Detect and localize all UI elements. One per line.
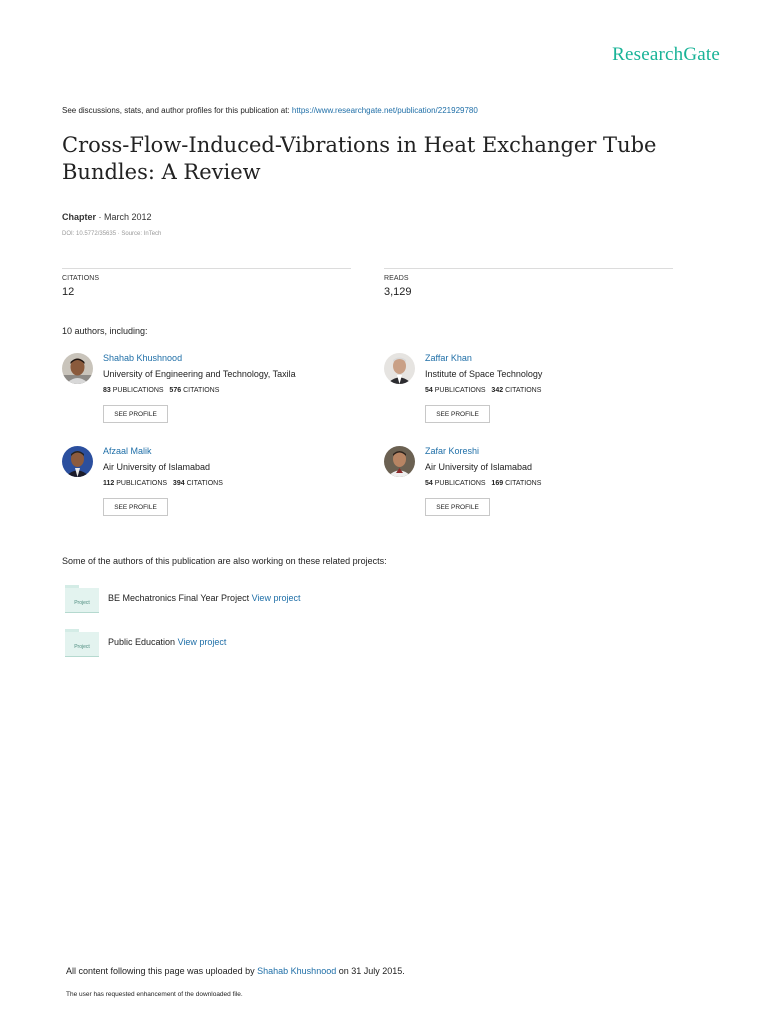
upload-prefix: All content following this page was uploaded by <box>66 966 255 976</box>
see-profile-button[interactable]: SEE PROFILE <box>103 405 168 423</box>
project-folder-icon <box>65 585 100 613</box>
author-avatar[interactable] <box>62 446 93 477</box>
project-title: Public Education <box>108 637 176 647</box>
publications-label: PUBLICATIONS <box>116 480 168 487</box>
author-citations-count: 342 <box>491 387 504 394</box>
project-folder-icon <box>65 629 100 657</box>
author-stats <box>103 480 223 487</box>
citations-stat <box>62 268 351 298</box>
publication-type: Chapter <box>62 212 97 222</box>
upload-suffix: on 31 July 2015. <box>338 966 405 976</box>
author-publications-count: 54 <box>425 480 433 487</box>
publication-date: · March 2012 <box>98 212 152 222</box>
publications-label: PUBLICATIONS <box>112 387 164 394</box>
project-title-line <box>108 593 300 603</box>
citations-count-label: CITATIONS <box>505 480 542 487</box>
citations-count-label: CITATIONS <box>186 480 223 487</box>
author-name[interactable]: Shahab Khushnood <box>103 353 183 363</box>
citations-label: CITATIONS <box>62 275 100 282</box>
reads-stat <box>384 268 673 298</box>
author-citations-count: 576 <box>169 387 182 394</box>
view-project-link[interactable]: View project <box>251 593 301 603</box>
author-stats <box>103 387 219 394</box>
author-card <box>62 353 362 443</box>
author-stats <box>425 387 541 394</box>
project-title-line <box>108 637 226 647</box>
publication-url-link[interactable]: https://www.researchgate.net/publication/221929780 <box>291 106 478 115</box>
citations-count-label: CITATIONS <box>183 387 220 394</box>
citations-count-label: CITATIONS <box>505 387 542 394</box>
see-profile-button[interactable]: SEE PROFILE <box>103 498 168 516</box>
author-publications-count: 83 <box>103 387 111 394</box>
author-institution: University of Engineering and Technology, Taxila <box>103 369 296 379</box>
author-name[interactable]: Zafar Koreshi <box>425 446 480 456</box>
view-project-link[interactable]: View project <box>177 637 227 647</box>
project-title: BE Mechatronics Final Year Project <box>108 593 250 603</box>
author-institution: Air University of Islamabad <box>425 462 533 472</box>
author-citations-count: 394 <box>172 480 185 487</box>
see-discussions-line <box>62 106 478 115</box>
doi-source: DOI: 10.5772/35635 · Source: InTech <box>62 231 162 237</box>
author-card <box>384 353 684 443</box>
publication-meta <box>62 212 152 222</box>
author-institution: Air University of Islamabad <box>103 462 211 472</box>
enhancement-note: The user has requested enhancement of the downloaded file. <box>66 991 243 998</box>
author-card <box>62 446 362 536</box>
author-stats <box>425 480 541 487</box>
author-publications-count: 112 <box>103 480 115 487</box>
publication-title: Cross-Flow-Induced-Vibrations in Heat Exchanger Tube Bundles: A Review <box>62 133 657 184</box>
project-badge-label: Project <box>74 600 90 606</box>
publications-label: PUBLICATIONS <box>434 387 486 394</box>
author-avatar[interactable] <box>384 446 415 477</box>
authors-intro: 10 authors, including: <box>62 326 148 336</box>
project-badge-label: Project <box>74 644 90 650</box>
see-profile-button[interactable]: SEE PROFILE <box>425 498 490 516</box>
researchgate-logo[interactable]: ResearchGate <box>612 44 720 65</box>
author-citations-count: 169 <box>491 480 504 487</box>
author-name[interactable]: Zaffar Khan <box>425 353 472 363</box>
upload-note <box>66 966 405 976</box>
related-projects-intro: Some of the authors of this publication are also working on these related projects: <box>62 556 387 566</box>
reads-value: 3,129 <box>384 286 412 298</box>
author-avatar[interactable] <box>62 353 93 384</box>
publications-label: PUBLICATIONS <box>434 480 486 487</box>
reads-label: READS <box>384 275 409 282</box>
author-card <box>384 446 684 536</box>
uploader-link[interactable]: Shahab Khushnood <box>257 966 337 976</box>
author-publications-count: 54 <box>425 387 433 394</box>
author-name[interactable]: Afzaal Malik <box>103 446 152 456</box>
citations-value: 12 <box>62 286 75 298</box>
author-avatar[interactable] <box>384 353 415 384</box>
see-discussions-text: See discussions, stats, and author profiles for this publication at: <box>62 106 290 115</box>
author-institution: Institute of Space Technology <box>425 369 543 379</box>
see-profile-button[interactable]: SEE PROFILE <box>425 405 490 423</box>
